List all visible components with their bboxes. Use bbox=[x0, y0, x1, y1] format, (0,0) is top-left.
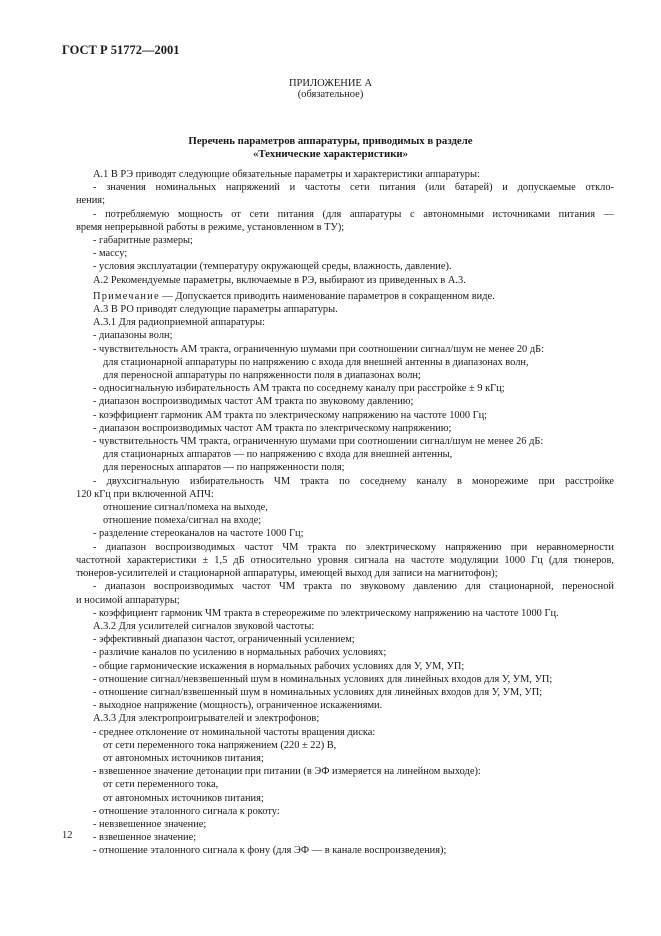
text-line-content: от сети переменного тока напряжением (220 ± 22) В, bbox=[103, 739, 337, 751]
document-body bbox=[76, 168, 614, 858]
text-line bbox=[76, 329, 614, 342]
text-line bbox=[76, 356, 614, 369]
text-line bbox=[76, 369, 614, 382]
text-line-content: - взвешенное значение детонации при питании (в ЭФ измеряется на линейном выходе): bbox=[93, 766, 481, 778]
appendix-heading bbox=[0, 78, 661, 100]
text-line bbox=[76, 580, 614, 593]
page-number: 12 bbox=[62, 830, 73, 841]
section-title bbox=[0, 135, 661, 160]
text-line-content: - значения номинальных напряжений и частоты сети питания (или батарей) и допускаемые откло- bbox=[93, 182, 614, 194]
text-line bbox=[76, 594, 614, 607]
document-header: ГОСТ Р 51772—2001 bbox=[62, 43, 180, 57]
text-line-content: - невзвешенное значение; bbox=[93, 818, 207, 830]
text-line bbox=[76, 673, 614, 686]
text-line-content: - условия эксплуатации (температуру окружающей среды, влажность, давление). bbox=[93, 261, 452, 273]
text-line-content: - отношение сигнал/взвешенный шум в номинальных условиях для линейных входов для У, УМ, УП; bbox=[93, 686, 543, 698]
text-line bbox=[76, 475, 614, 488]
text-line-content: время непрерывной работы в режиме, установленном в ТУ); bbox=[76, 221, 345, 233]
text-line bbox=[76, 168, 614, 181]
text-line-content: для переносной аппаратуры по напряженности поля в диапазонах волн; bbox=[103, 370, 421, 382]
text-line bbox=[76, 501, 614, 514]
text-line-content: А.3 В РО приводят следующие параметры аппаратуры. bbox=[93, 304, 338, 316]
text-line bbox=[76, 382, 614, 395]
text-line bbox=[76, 554, 614, 567]
text-line-content: - массу; bbox=[93, 248, 128, 260]
text-line-content: - эффективный диапазон частот, ограниченный усилением; bbox=[93, 634, 355, 646]
text-line-content: А.3.1 Для радиоприемной аппаратуры: bbox=[93, 317, 266, 329]
text-line-content: для переносных аппаратов — по напряженности поля; bbox=[103, 462, 345, 474]
text-line-content: - общие гармонические искажения в нормальных рабочих условиях для У, УМ, УП; bbox=[93, 660, 465, 672]
text-line bbox=[76, 343, 614, 356]
text-line-content: - диапазоны волн; bbox=[93, 330, 173, 342]
text-line-content: - различие каналов по усилению в нормальных рабочих условиях; bbox=[93, 647, 387, 659]
text-line bbox=[76, 247, 614, 260]
text-line-content: от автономных источников питания; bbox=[103, 792, 264, 804]
text-line-content: - габаритные размеры; bbox=[93, 235, 193, 247]
text-line bbox=[76, 792, 614, 805]
appendix-title: ПРИЛОЖЕНИЕ А bbox=[288, 78, 373, 89]
text-line-content: нения; bbox=[76, 195, 105, 207]
text-line-content: - отношение эталонного сигнала к рокоту: bbox=[93, 805, 280, 817]
text-line-content: - разделение стереоканалов на частоте 1000 Гц; bbox=[93, 528, 304, 540]
text-line bbox=[76, 778, 614, 791]
text-line-content: - односигнальную избирательность АМ тракта по соседнему каналу при расстройке ± 9 кГц; bbox=[93, 383, 505, 395]
text-line-content: - выходное напряжение (мощность), ограниченное искажениями. bbox=[93, 700, 383, 712]
text-line bbox=[76, 514, 614, 527]
text-line-content: для стационарной аппаратуры по напряжению с входа для внешней антенны в диапазонах волн, bbox=[103, 356, 529, 368]
text-line bbox=[76, 461, 614, 474]
text-line bbox=[76, 726, 614, 739]
text-line bbox=[76, 488, 614, 501]
text-line bbox=[76, 633, 614, 646]
text-line bbox=[76, 181, 614, 194]
text-line bbox=[76, 541, 614, 554]
note-label: Примечание bbox=[93, 290, 160, 302]
text-line-content: - двухсигнальную избирательность ЧМ тракта по соседнему каналу в монорежиме при расстройке bbox=[93, 475, 614, 487]
text-line-content: - чувствительность АМ тракта, ограниченную шумами при соотношении сигнал/шум не менее 20 дБ: bbox=[93, 343, 544, 355]
text-line bbox=[76, 290, 614, 303]
text-line bbox=[76, 448, 614, 461]
text-line-content: от автономных источников питания; bbox=[103, 752, 264, 764]
text-line bbox=[76, 221, 614, 234]
text-line-content: - чувствительность ЧМ тракта, ограниченную шумами при соотношении сигнал/шум не менее 26 дБ: bbox=[93, 436, 544, 448]
section-title-line-2: «Технические характеристики» bbox=[252, 147, 409, 160]
text-line-content: для стационарных аппаратов — по напряжению с входа для внешней антенны, bbox=[103, 449, 453, 461]
text-line-content: - отношение эталонного сигнала к фону (для ЭФ — в канале воспроизведения); bbox=[93, 845, 447, 857]
appendix-note: (обязательное) bbox=[297, 89, 364, 100]
text-line bbox=[76, 620, 614, 633]
text-line-content: 120 кГц при включенной АПЧ: bbox=[76, 488, 214, 500]
text-line bbox=[76, 567, 614, 580]
text-line-content: - коэффициент гармоник АМ тракта по электрическому напряжению на частоте 1000 Гц; bbox=[93, 409, 488, 421]
text-line bbox=[76, 765, 614, 778]
text-line-content: А.3.3 Для электропроигрывателей и электрофонов; bbox=[93, 713, 320, 725]
text-line bbox=[76, 527, 614, 540]
text-line bbox=[76, 739, 614, 752]
text-line-content: - коэффициент гармоник ЧМ тракта в стереорежиме по электрическому напряжению на частоте 1000 Гц. bbox=[93, 607, 559, 619]
text-line-content: А.3.2 Для усилителей сигналов звуковой частоты: bbox=[93, 620, 315, 632]
text-line-content: - среднее отклонение от номинальной частоты вращения диска: bbox=[93, 726, 376, 738]
text-line bbox=[76, 435, 614, 448]
text-line bbox=[76, 395, 614, 408]
text-line bbox=[76, 208, 614, 221]
text-line bbox=[76, 831, 614, 844]
text-line-content: - взвешенное значение; bbox=[93, 832, 197, 844]
text-line-content: — Допускается приводить наименование параметров в сокращенном виде. bbox=[159, 290, 495, 302]
text-line-content: А.2 Рекомендуемые параметры, включаемые в РЭ, выбирают из приведенных в А.3. bbox=[93, 274, 466, 286]
text-line bbox=[76, 818, 614, 831]
text-line-content: - диапазон воспроизводимых частот АМ тракта по звуковому давлению; bbox=[93, 396, 414, 408]
text-line-content: и носимой аппаратуры; bbox=[76, 594, 180, 606]
text-line bbox=[76, 194, 614, 207]
text-line-content: от сети переменного тока, bbox=[103, 779, 219, 791]
text-line-content: частотной характеристики ± 1,5 дБ относительно уровня сигнала на частоте модуляции 1000 Гц (для тюнеров, bbox=[76, 554, 614, 566]
text-line bbox=[76, 660, 614, 673]
text-line bbox=[76, 752, 614, 765]
text-line-content: отношение помеха/сигнал на входе; bbox=[103, 515, 262, 527]
text-line-content: - отношение сигнал/невзвешенный шум в номинальных условиях для линейных входов для У, УМ, УП; bbox=[93, 673, 553, 685]
text-line bbox=[76, 260, 614, 273]
text-line-content: тюнеров-усилителей и стационарной аппаратуры, имеющей выход для записи на магнитофон); bbox=[76, 568, 498, 580]
text-line bbox=[76, 805, 614, 818]
text-line bbox=[76, 686, 614, 699]
text-line-content: - диапазон воспроизводимых частот АМ тракта по электрическому напряжению; bbox=[93, 422, 452, 434]
text-line-content: А.1 В РЭ приводят следующие обязательные параметры и характеристики аппаратуры: bbox=[93, 169, 480, 180]
section-title-line-1: Перечень параметров аппаратуры, приводимых в разделе bbox=[188, 135, 473, 147]
text-line-content: отношение сигнал/помеха на выходе, bbox=[103, 502, 268, 514]
text-line-content: - диапазон воспроизводимых частот ЧМ тракта по звуковому давлению для стационарной, переносной bbox=[93, 581, 614, 593]
text-line bbox=[76, 844, 614, 857]
text-line bbox=[76, 422, 614, 435]
text-line bbox=[76, 234, 614, 247]
text-line bbox=[76, 712, 614, 725]
text-line-content: - потребляемую мощность от сети питания (для аппаратуры с автономными источниками питания — bbox=[93, 208, 614, 220]
text-line bbox=[76, 274, 614, 287]
text-line bbox=[76, 607, 614, 620]
text-line bbox=[76, 646, 614, 659]
text-line bbox=[76, 316, 614, 329]
text-line bbox=[76, 409, 614, 422]
text-line-content: - диапазон воспроизводимых частот ЧМ тракта по электрическому напряжению при неравномерности bbox=[93, 541, 614, 553]
text-line bbox=[76, 303, 614, 316]
text-line bbox=[76, 699, 614, 712]
